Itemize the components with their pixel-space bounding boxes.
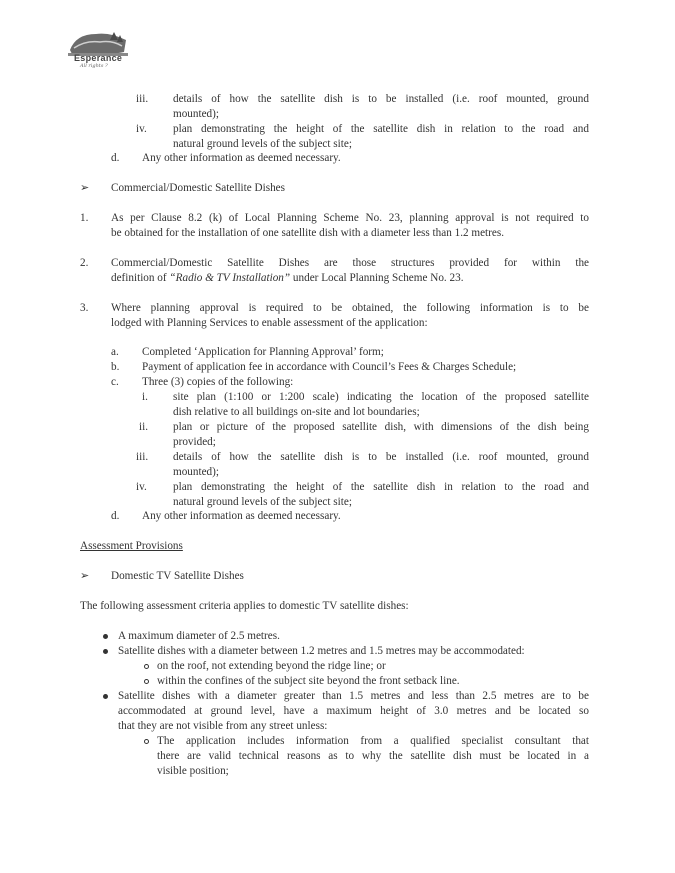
item-text: provided;	[173, 436, 216, 448]
item-text: natural ground levels of the subject site;	[173, 138, 352, 150]
item-marker: iv.	[136, 481, 147, 493]
paragraph-text	[111, 271, 464, 285]
item-marker: iii.	[136, 451, 149, 463]
item-marker: a.	[111, 346, 119, 358]
item-text: Any other information as deemed necessary.	[142, 510, 341, 522]
paragraph-number: 2.	[80, 257, 89, 269]
bullet-icon	[103, 649, 108, 654]
item-text: plan or picture of the proposed satellite dish, with dimensions of the dish being	[173, 421, 589, 433]
item-text: Completed ‘Application for Planning Approval’ form;	[142, 346, 384, 358]
item-text: details of how the satellite dish is to be installed (i.e. roof mounted, ground	[173, 93, 589, 105]
item-marker: c.	[111, 376, 119, 388]
item-text: site plan (1:100 or 1:200 scale) indicating the location of the proposed satellite	[173, 391, 589, 403]
esperance-logo	[66, 26, 130, 70]
assessment-intro: The following assessment criteria applies to domestic TV satellite dishes:	[80, 600, 409, 612]
sub-bullet-text: visible position;	[157, 765, 229, 777]
section-heading: Commercial/Domestic Satellite Dishes	[111, 182, 285, 194]
paragraph-number: 1.	[80, 212, 89, 224]
bullet-text: Satellite dishes with a diameter between 1.2 metres and 1.5 metres may be accommodated:	[118, 645, 525, 657]
paragraph-text: be obtained for the installation of one satellite dish with a diameter less than 1.2 metres.	[111, 227, 505, 239]
bullet-text: Satellite dishes with a diameter greater than 1.5 metres and less than 2.5 metres are to be	[118, 690, 589, 702]
bullet-text: A maximum diameter of 2.5 metres.	[118, 630, 280, 642]
assessment-subheading: Domestic TV Satellite Dishes	[111, 570, 244, 582]
bullet-icon	[103, 694, 108, 699]
paragraph-text-part: definition of	[111, 272, 170, 284]
item-marker: b.	[111, 361, 120, 373]
sub-bullet-icon	[144, 679, 149, 684]
paragraph-text-part: under Local Planning Scheme No. 23.	[290, 272, 464, 284]
arrow-bullet-icon: ➢	[80, 569, 90, 582]
paragraph-text: Commercial/Domestic Satellite Dishes are those structures provided for within the	[111, 257, 589, 269]
logo-tagline: All rights ?	[80, 63, 108, 69]
paragraph-text: As per Clause 8.2 (k) of Local Planning Scheme No. 23, planning approval is not required to	[111, 212, 589, 224]
assessment-heading: Assessment Provisions	[80, 540, 183, 552]
logo-name: Esperance	[74, 53, 123, 63]
item-marker: d.	[111, 510, 120, 522]
bullet-text: that they are not visible from any street unless:	[118, 720, 328, 732]
item-text: Three (3) copies of the following:	[142, 376, 294, 388]
paragraph-text: Where planning approval is required to be obtained, the following information is to be	[111, 302, 589, 314]
sub-bullet-text: The application includes information from a qualified specialist consultant that	[157, 735, 589, 747]
sub-bullet-text: there are valid technical reasons as to why the satellite dish must be located in a	[157, 750, 589, 762]
sub-bullet-icon	[144, 739, 149, 744]
definition-term: “Radio & TV Installation”	[169, 272, 291, 284]
arrow-bullet-icon: ➢	[80, 181, 90, 194]
bullet-text: accommodated at ground level, have a maximum height of 3.0 metres and be located so	[118, 705, 589, 717]
item-text: plan demonstrating the height of the satellite dish in relation to the road and	[173, 481, 589, 493]
item-marker: iii.	[136, 93, 149, 105]
item-marker: ii.	[139, 421, 149, 433]
item-marker: iv.	[136, 123, 147, 135]
sub-bullet-text: on the roof, not extending beyond the ridge line; or	[157, 660, 386, 672]
sub-bullet-icon	[144, 664, 149, 669]
sub-bullet-text: within the confines of the subject site beyond the front setback line.	[157, 675, 460, 687]
item-text: Payment of application fee in accordance with Council’s Fees & Charges Schedule;	[142, 361, 517, 373]
paragraph-number: 3.	[80, 302, 89, 314]
item-text: natural ground levels of the subject site;	[173, 496, 352, 508]
item-text: dish relative to all buildings on-site and lot boundaries;	[173, 406, 420, 418]
item-marker: i.	[142, 391, 148, 403]
item-text: details of how the satellite dish is to be installed (i.e. roof mounted, ground	[173, 451, 589, 463]
item-text: mounted);	[173, 466, 219, 478]
item-text: Any other information as deemed necessary.	[142, 152, 341, 164]
item-marker: d.	[111, 152, 120, 164]
item-text: mounted);	[173, 108, 219, 120]
bullet-icon	[103, 634, 108, 639]
item-text: plan demonstrating the height of the satellite dish in relation to the road and	[173, 123, 589, 135]
paragraph-text: lodged with Planning Services to enable assessment of the application:	[111, 317, 428, 329]
